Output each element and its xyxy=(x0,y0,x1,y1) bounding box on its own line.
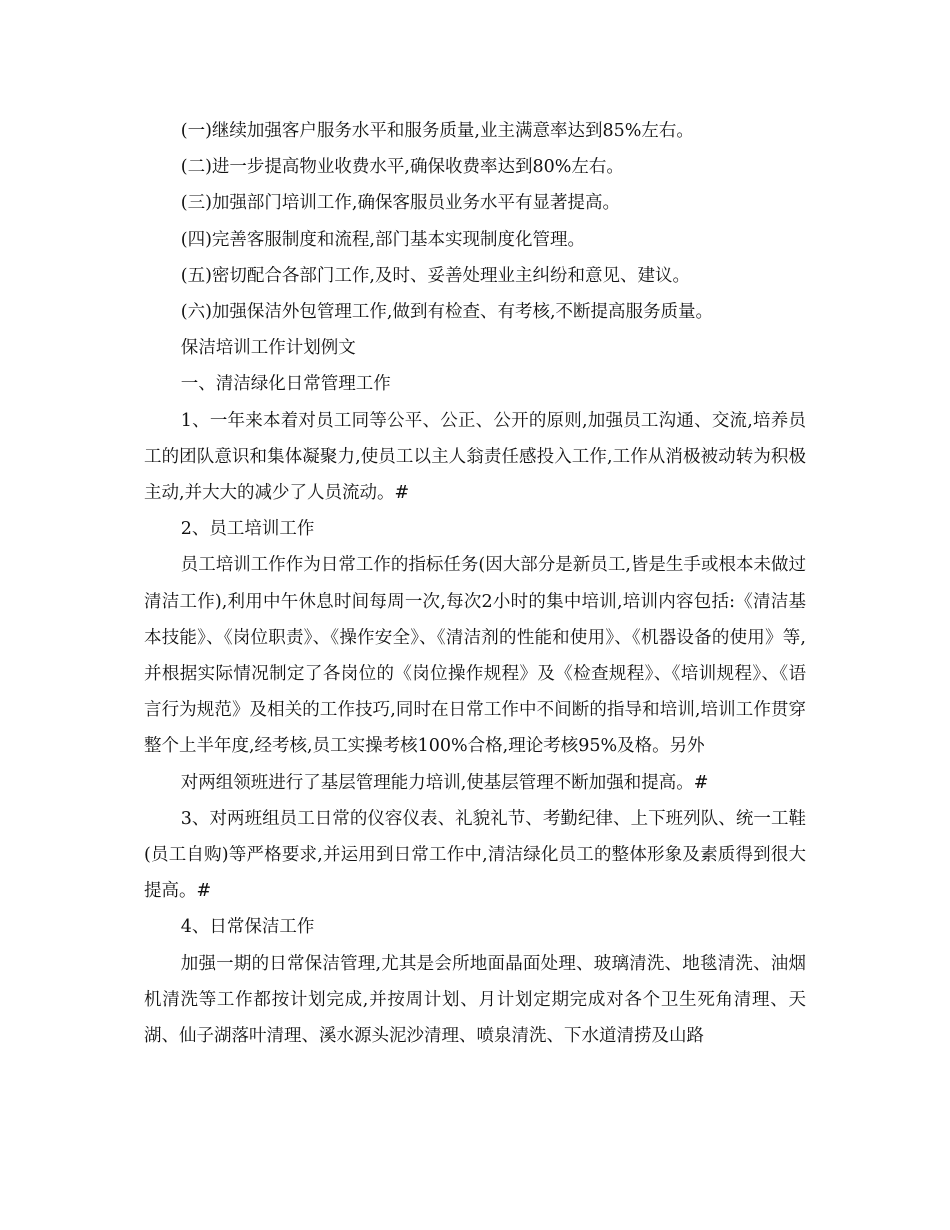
paragraph-training: 员工培训工作作为日常工作的指标任务(因大部分是新员工,皆是生手或根本未做过清洁工作),利用中午休息时间每周一次,每次2小时的集中培训,培训内容包括:《清洁基本技能》、《岗位职责》、《操作安全》、《清洁剂的性能和使用》、《机器设备的使用》等,并根据实际情况制定了各岗位的《岗位操作规程》及《检查规程》、《培训规程》、《语言行为规范》及相关的工作技巧,同时在日常工作中不间断的指导和培训,培训工作贯穿整个上半年度,经考核,员工实操考核100%合格,理论考核95%及格。另外 xyxy=(144,555,806,757)
subheading-item-4: 4、日常保洁工作 xyxy=(180,917,315,938)
paragraph-item-3: 3、对两班组员工日常的仪容仪表、礼貌礼节、考勤纪律、上下班列队、统一工鞋(员工自购)等严格要求,并运用到日常工作中,清洁绿化员工的整体形象及素质得到很大提高。# xyxy=(144,808,806,902)
section-title: 保洁培训工作计划例文 xyxy=(180,338,356,359)
paragraph-goal-2: (二)进一步提高物业收费水平,确保收费率达到80%左右。 xyxy=(180,157,624,178)
subheading-item-2: 2、员工培训工作 xyxy=(180,519,315,540)
paragraph-daily-cleaning: 加强一期的日常保洁管理,尤其是会所地面晶面处理、玻璃清洗、地毯清洗、油烟机清洗等工作都按计划完成,并按周计划、月计划定期完成对各个卫生死角清理、天湖、仙子湖落叶清理、溪水源头泥沙清理、喷泉清洗、下水道清捞及山路 xyxy=(144,953,806,1047)
paragraph-goal-1: (一)继续加强客户服务水平和服务质量,业主满意率达到85%左右。 xyxy=(180,121,694,141)
paragraph-item-1: 1、一年来本着对员工同等公平、公正、公开的原则,加强员工沟通、交流,培养员工的团队意识和集体凝聚力,使员工以主人翁责任感投入工作,工作从消极被动转为积极主动,并大大的减少了人员流动。# xyxy=(144,410,806,504)
paragraph-goal-4: (四)完善客服制度和流程,部门基本实现制度化管理。 xyxy=(180,229,585,250)
paragraph-team-leaders: 对两组领班进行了基层管理能力培训,使基层管理不断加强和提高。# xyxy=(180,772,709,793)
section-heading-1: 一、清洁绿化日常管理工作 xyxy=(180,374,391,395)
document-body xyxy=(144,113,806,1054)
paragraph-goal-3: (三)加强部门培训工作,确保客服员业务水平有显著提高。 xyxy=(180,193,620,214)
paragraph-goal-5: (五)密切配合各部门工作,及时、妥善处理业主纠纷和意见、建议。 xyxy=(180,265,690,286)
paragraph-goal-6: (六)加强保洁外包管理工作,做到有检查、有考核,不断提高服务质量。 xyxy=(180,302,714,323)
